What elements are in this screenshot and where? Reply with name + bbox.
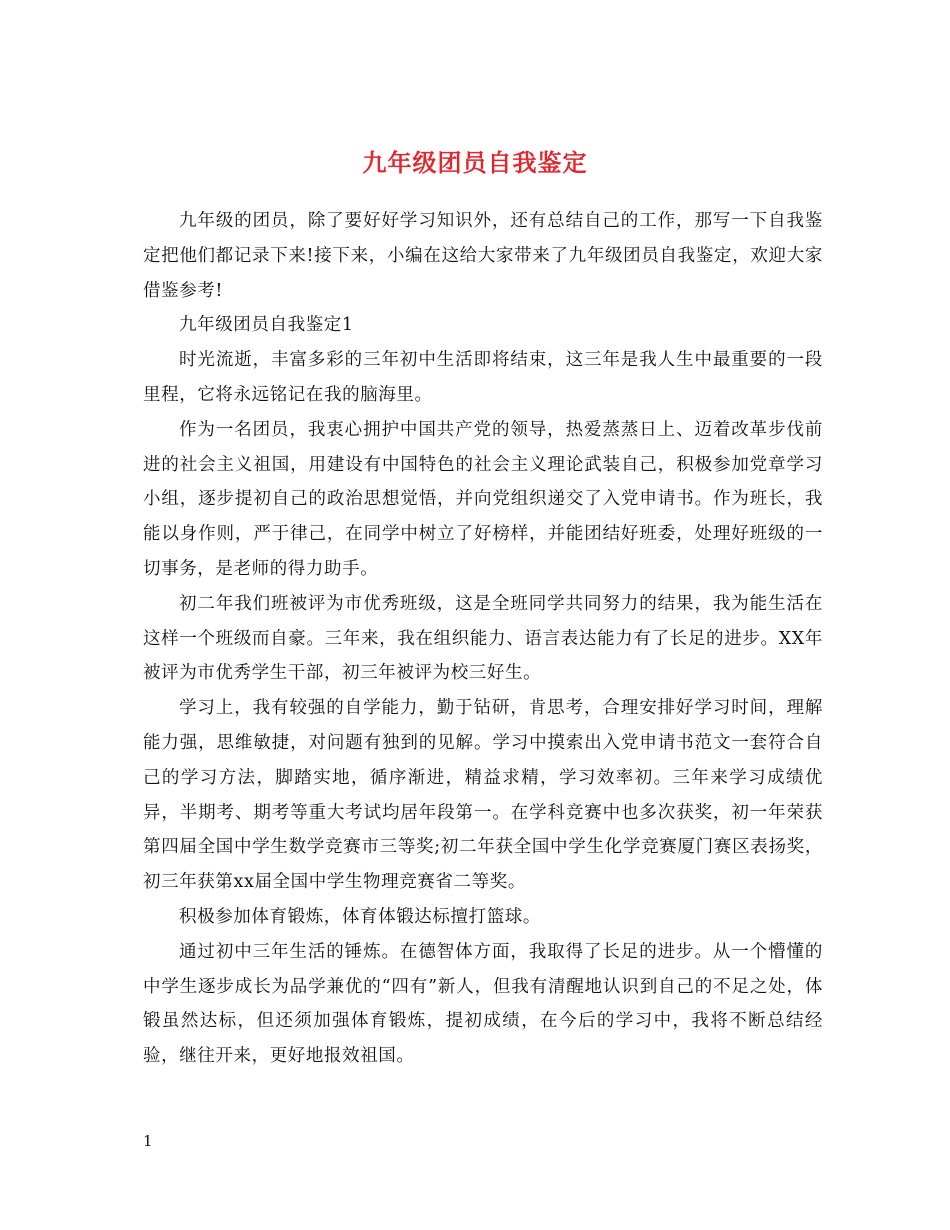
paragraph: 作为一名团员，我衷心拥护中国共产党的领导，热爱蒸蒸日上、迈着改革步伐前进的社会主义祖国，用建设有中国特色的社会主义理论武装自己，积极参加党章学习小组，逐步提初自己的政治思想觉悟，并向党组织递交了入党申请书。作为班长，我能以身作则，严于律己，在同学中树立了好榜样，并能团结好班委，处理好班级的一切事务，是老师的得力助手。 — [143, 419, 823, 579]
paragraph: 初二年我们班被评为市优秀班级，这是全班同学共同努力的结果，我为能生活在这样一个班级而自豪。三年来，我在组织能力、语言表达能力有了长足的进步。XX年被评为市优秀学生干部，初三年被评为校三好生。 — [143, 593, 823, 684]
paragraph: 学习上，我有较强的自学能力，勤于钻研，肯思考，合理安排好学习时间，理解能力强，思维敏捷，对问题有独到的见解。学习中摸索出入党申请书范文一套符合自己的学习方法，脚踏实地，循序渐进，精益求精，学习效率初。三年来学习成绩优异，半期考、期考等重大考试均居年段第一。在学科竞赛中也多次获奖，初一年荣获第四届全国中学生数学竞赛市三等奖;初二年获全国中学生化学竞赛厦门赛区表扬奖，初三年获第xx届全国中学生物理竞赛省二等奖。 — [143, 698, 823, 893]
paragraph: 时光流逝，丰富多彩的三年初中生活即将结束，这三年是我人生中最重要的一段里程，它将永远铭记在我的脑海里。 — [143, 350, 823, 405]
page-number: 1 — [143, 1132, 153, 1150]
document-body — [143, 204, 823, 1074]
paragraph-intro: 九年级的团员，除了要好好学习知识外，还有总结自己的工作，那写一下自我鉴定把他们都记录下来!接下来，小编在这给大家带来了九年级团员自我鉴定，欢迎大家借鉴参考! — [143, 211, 823, 301]
paragraph: 积极参加体育锻炼，体育体锻达标擅打篮球。 — [179, 906, 541, 927]
paragraph: 通过初中三年生活的锤炼。在德智体方面，我取得了长足的进步。从一个懵懂的中学生逐步成长为品学兼优的“四有”新人，但我有清醒地认识到自己的不足之处，体锻虽然达标，但还须加强体育锻炼，提初成绩，在今后的学习中，我将不断总结经验，继往开来，更好地报效祖国。 — [143, 941, 823, 1067]
section-heading: 九年级团员自我鉴定1 — [179, 315, 354, 336]
document-title: 九年级团员自我鉴定 — [362, 148, 588, 178]
